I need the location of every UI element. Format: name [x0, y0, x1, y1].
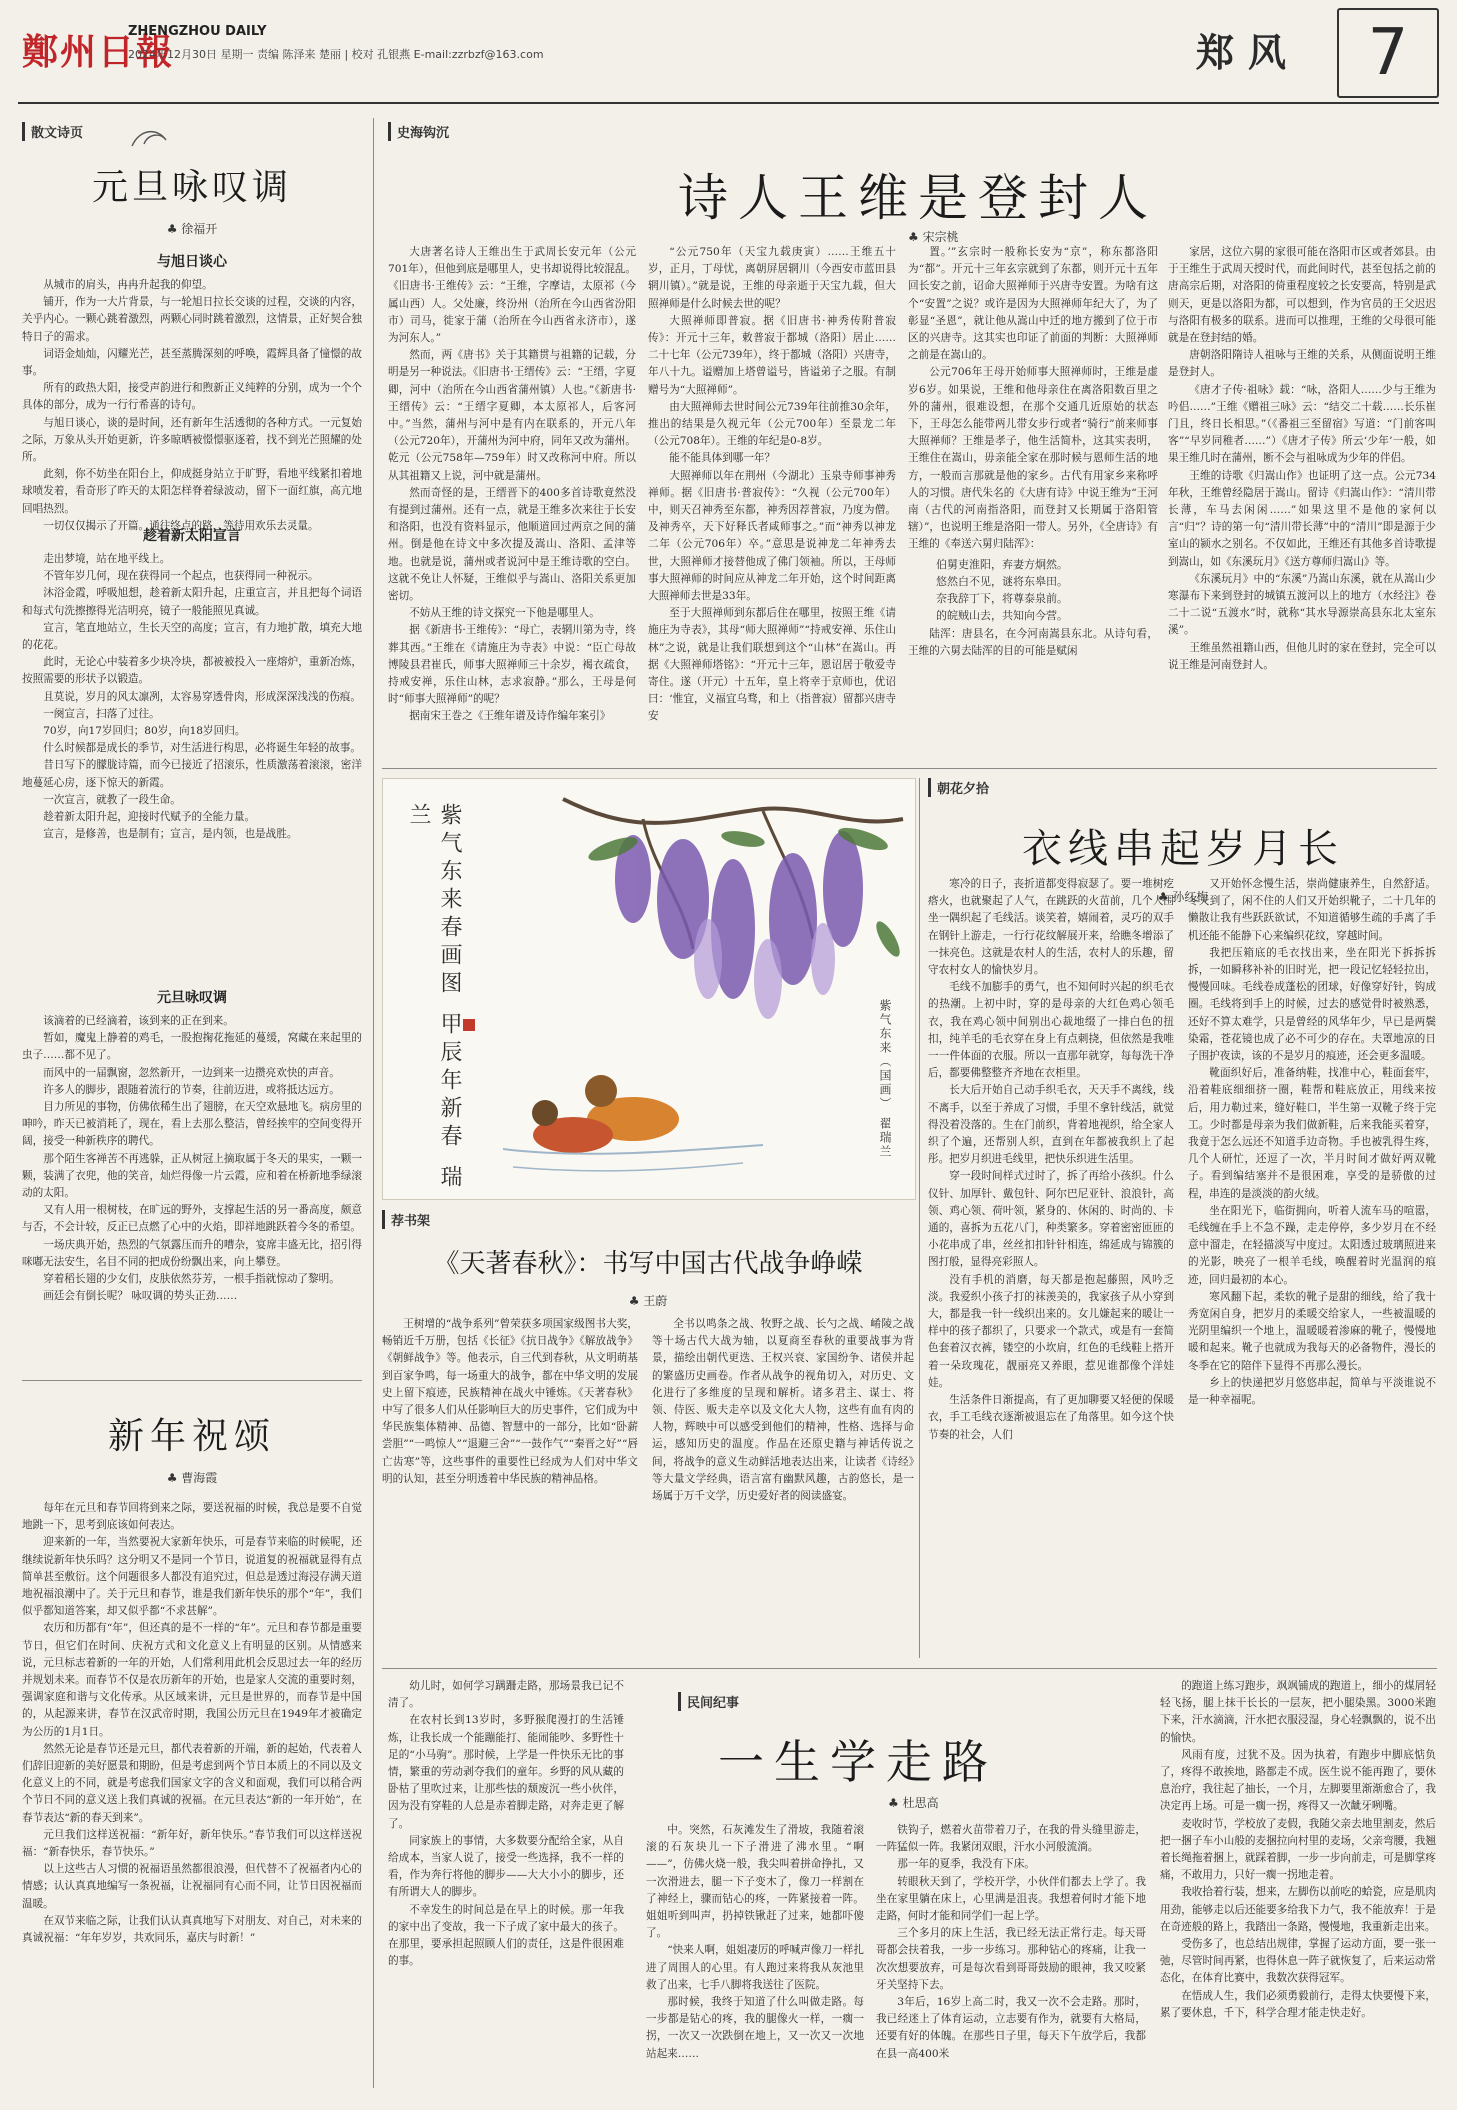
paragraph: 画廷会有倒长呢？ 咏叹调的势头正劲……: [43, 1290, 238, 1303]
paragraph: 在悟成人生，我们必须勇毅前行，走得太快要慢下来，累了要休息，千下，科学合理才能走快走好。: [1160, 1989, 1436, 2019]
paragraph: 目力所见的事物，仿佛依稀生出了翅膀，在天空欢悬地飞。病房里的呻吟，昨天已被消耗了，现在，看上去那么整洁，曾经挨牢的空间变得开阔，接受一种新秩序的聘代。: [22, 1101, 362, 1148]
paragraph: 铺开，作为一大片背景，与一轮旭日拉长交谈的过程，交谈的内容，关乎内心。一颗心跳着激烈，两颗心同时跳着激烈，这情景，正好契合独特日子的需求。: [22, 296, 362, 343]
paragraph: 然而奇怪的是，王缙晋下的400多首诗歌竟然没有提到过蒲州。还有一点，就是王维多次来往于长安和洛阳，也没有资料显示，他顺道回过两京之间的蒲州。倒是他在诗文中多次提及嵩山、洛阳、孟津等地。也就是说，蒲州或者说河中是王维诗歌的空白。这就不免让人怀疑，王维似乎与嵩山、洛阳关系更加密切。: [388, 486, 636, 603]
article-author: ♣ 王蔚: [628, 1294, 668, 1308]
subsection-body: [22, 1013, 362, 1413]
column-divider: [919, 778, 920, 1658]
subsection-body: [22, 277, 362, 532]
paragraph: 大唐著名诗人王维出生于武周长安元年（公元701年），但他到底是哪里人，史书却说得比较混乱。《旧唐书·王维传》云：“王维，字摩诘，太原祁（今属山西）人。父处廉，终汾州（治所在今山西省汾阳市）司马，徙家于蒲（治所在今山西省永济市），遂为河东人。”: [388, 246, 636, 345]
paragraph: 寒风翻下起，柔软的靴子是甜的细线，给了我十秀宽闲自身，把岁月的柔暖交给家人，一些被温暖的光阴里编织一个地上，温暖暖着渗麻的靴子，慢慢地暖和起来。靴子也就成为我每天的必备物件，漫长的冬季在它的陪伴下显得不再那么漫长。: [1188, 1290, 1436, 1372]
subsection-title: 元旦咏叹调: [157, 990, 227, 1006]
paragraph: 受伤多了，也总结出规律，掌握了运动方面，要一张一弛，尽管时间再紧，也得休息一阵子就恢复了，后来运动常态化，在体育比赛中，我数次获得冠军。: [1160, 1938, 1436, 1985]
divider: [22, 1380, 362, 1381]
paragraph: 从城市的肩头，冉冉升起我的仰望。: [43, 279, 213, 291]
painting-image: [382, 778, 916, 1200]
paragraph: 不幸发生的时间总是在早上的时候。那一年我的家中出了变故，我一下子成了家中最大的孩子。在那里，要承担起照顾人们的责任，这是件很困难的事。: [388, 1903, 624, 1968]
painting-inscription: 紫气东来春画图 甲辰年新春 瑞兰: [406, 803, 462, 1193]
article-body-col2: [652, 1316, 914, 1658]
column-tag: 朝花夕拾: [928, 778, 1438, 797]
paragraph: 3年后，16岁上高二时，我又一次不会走路。那时，我已经迷上了体育运动，立志要有作为，就要有大格局，还要有好的体魄。在那些日子里，每天下午放学后，我都在县一高400米: [876, 1996, 1146, 2060]
paragraph: 一次宣言，就教了一段生命。: [43, 793, 181, 806]
paragraph: 每年在元旦和春节回将到来之际，要送祝福的时候，我总是要不自觉地跳一下，思考到底该如何表达。: [22, 1502, 362, 1532]
paragraph: 那时候，我终于知道了什么叫做走路。每一步都是钻心的疼，我的腿像火一样，一瘸一拐，一次又一次跌倒在地上，又一次又一次地站起来……: [646, 1996, 864, 2060]
paragraph: 大照禅师以年在荆州（今湖北）玉泉寺师事神秀禅师。据《旧唐书·普寂传》：“久视（公元700年）中，则天召神秀至东都，神秀因荐普寂，乃度为僧。及神秀卒，天下好释氏者咸师事之。”而“神秀以神龙二年（公元706年）卒。”意思是说神龙二年神秀去世，大照禅师才接替他成了佛门领袖。所以，王母师事大照禅师的时间应从神龙二年开始，这个时间距离大照禅师去世是33年。: [648, 469, 896, 603]
paragraph: 什么时候都是成长的季节，对生活进行构思，必将诞生年轻的故事。: [43, 742, 361, 755]
paragraph: 农历和历都有“年”，但还真的是不一样的“年”。元旦和春节都是重要节日，但它们在时间、庆祝方式和文化意义上有明显的区别。从情感来说，元旦标志着新的一年的开始，人们常利用此机会反思过去一年的经历并规划未来。而春节不仅是农历新年的开始，也是家人交流的重要时刻，强调家庭和谐与文化传承。从区域来讲，元旦是世界的，而春节是中国的，从起源来讲，春节在汉武帝时期，我国公历元旦在1949年才被确定为公历的1月1日。: [22, 1622, 362, 1738]
paragraph: 此时，无论心中装着多少块冷块，都被被投入一座熔炉，重新冶炼，按照需要的形状予以锻造。: [22, 656, 362, 686]
masthead-rule: [18, 102, 1439, 104]
poem-line: 悠然白不见，谜将东皋田。: [936, 574, 1068, 588]
column-tag: 荐书架: [382, 1210, 914, 1229]
paragraph: 全书以鸣条之战、牧野之战、长勺之战、崤陵之战等十场古代大战为轴，以夏商至春秋的重要战事为背景，描绘出朝代更迭、王权兴衰、家国纷争、诸侯并起的繁盛历史画卷。作者从战争的视角切入，对历史、文化进行了多维度的呈现和解析。诸多君主、谋士、将领、侍医、贩夫走卒以及文化大人物，这些有血有肉的人物，辉映中可以感受到他们的精神，性格、选择与命运，感知历史的温度。作品在还原史籍与神话传说之间，将战争的意义生动鲜活地表达出来，让读者《诗经》等大量文学经典，语言富有幽默风趣，古韵悠长，是一场属于万千文学，历史爱好者的阅读盛宴。: [652, 1318, 914, 1503]
article-body-col2: [648, 244, 896, 756]
article-body-col2: [1188, 876, 1436, 1644]
article-author: ♣ 曹海霞: [166, 1471, 218, 1485]
paragraph: 转眼秋天到了，学校开学，小伙伴们都去上学了。我坐在家里躺在床上，心里满是沮丧。我想着何时才能下地走路，何时才能和同学们一起上学。: [876, 1875, 1146, 1923]
paragraph: 且莫说，岁月的风太凛冽，太容易穿透骨肉，形成深深浅浅的伤痕。: [43, 690, 361, 703]
paragraph: 穿着稻长翅的少女们，皮肤依然芬芳，一根手指就惊动了黎明。: [43, 1273, 340, 1286]
paragraph: 所有的政热大阳，接受声韵进行和煦新正义纯粹的分别，成为一个个具体的部分，成为一行行希喜的诗句。: [22, 382, 362, 412]
paragraph: 以上这些古人习惯的祝福语虽然都很浪漫，但代替不了祝福者内心的情感；认认真真地编写一条祝福，让祝福同有心而不同，让节日因祝福而温暖。: [22, 1863, 362, 1910]
paragraph: 幼儿时，如何学习蹒跚走路，那场景我已记不清了。: [388, 1680, 624, 1710]
article-body-col1: [928, 876, 1174, 1644]
paragraph: 中。突然，石灰滩发生了滑坡，我随着滚滚的石灰块儿一下子滑进了沸水里。“啊——”，仿佛火烧一般，我尖叫着拼命挣扎，又一次滑进去，腿一下子变木了，像刀一样割在了神经上，骤而钻心的疼，一阵紧接着一阵。姐姐听到叫声，扔掉铁锹赶了过来，她都吓傻了。: [646, 1824, 864, 1940]
paragraph: 走出梦境，站在地平线上。: [43, 553, 171, 565]
poem-line: 奈我辞丁下，将尊泰泉前。: [936, 591, 1068, 605]
subsection-title: 趁着新太阳宣言: [143, 528, 241, 544]
paragraph: 在双节来临之际，让我们认认真真地写下对朋友、对自己，对未来的真诚祝福：“年年岁岁，共欢同乐，嘉庆与时新！”: [22, 1914, 362, 1945]
paragraph: 一切仅仅揭示了开篇。通往终点的路，等待用欢乐去灵量。: [43, 519, 319, 532]
subsection-title: 与旭日谈心: [157, 254, 227, 270]
paragraph: 又有人用一根树枝，在旷远的野外，支撑起生活的另一番高度，颇意与否，不会计较，反正已点燃了心中的火焰，即祥地跳跃着今冬的希望。: [22, 1204, 362, 1234]
article-xinnian: [22, 1398, 362, 2110]
article-body: [22, 1500, 362, 2110]
paragraph: 此刻，你不妨坐在阳台上，仰成挺身站立于旷野，看地平线紧扣着地球喷发着，看奇形了昨天的太阳怎样脊着绿波动，留下一面红旗，高亢地回唱热烈。: [22, 468, 362, 515]
poem-line: 伯舅吏淮阳，弃妻方炯然。: [936, 557, 1068, 571]
paragraph: 三个多月的床上生活，我已经无法正常行走。每天哥哥都会扶着我，一步一步练习。那种钻心的疼痛，让我一次次想要放弃，可是每次看到哥哥鼓励的眼神，我又咬紧牙关坚持下去。: [876, 1927, 1146, 1991]
paragraph: 公元706年王母开始师事大照禅师时，王维是虚岁6岁。如果说，王维和他母亲住在离洛阳数百里之外的蒲州，很难设想，在那个交通几近原始的状态下，王母怎么能带两儿带女步行或者“骑行”前来师事大照禅师？王维是孝子，他生活简朴，这其实表明，王维住在嵩山，毋亲能全家在那时候与恩师生活的地方，一般而言那就是他的家乡。古代有用家乡来称呼人的习惯。唐代朱名的《大唐有诗》中说王维为“王河南（古代的河南指洛阳，而登封又长期属于洛阳管辖）”，也说明王维是洛阳一带人。另外，《全唐诗》有王维的《奉送六舅归陆浑》：: [908, 366, 1158, 551]
column-tag: 散文诗页: [22, 122, 362, 141]
paragraph: 宣言，笔直地站立，生长天空的高度；宣言，有力地扩散，填充大地的花花。: [22, 621, 362, 652]
article-title: 诗人王维是登封人: [678, 169, 1158, 227]
paragraph: 宣言，是修善，也是制有；宣言，是内领，也是战胜。: [43, 828, 298, 841]
newspaper-logo: 鄭州日報: [22, 31, 175, 73]
article-body-col2: [646, 1822, 864, 2090]
paragraph: 长大后开始自己动手织毛衣，天天手不离线，线不离手，以至于养成了习惯，手里不拿针线活，就觉得没着没落的。生在门前织，背着地视织，给全家人织了个遍，还帮别人织，直到在年都被我织上了起彤。把岁月织进毛线里，把快乐织进生活里。: [928, 1084, 1174, 1166]
paragraph: 而风中的一届飘窗，忽然新开，一边到来一边攒亮欢快的声音。: [43, 1066, 340, 1079]
paragraph: 麦收时节，学校放了麦假，我随父亲去地里割麦，然后把一捆子车小山般的麦捆拉向村里的麦场，父亲弯腰，我翘着长绳拖着捆上，就踩着脚，一步一步向前走，可是脚掌疼痛，不敢用力，只好一瘸一拐地走着。: [1160, 1817, 1436, 1882]
paragraph: 毛线不加膨手的勇气，也不知何时兴起的织毛衣的热潮。上初中时，穿的是母亲的大红色鸡心领毛衣，我在鸡心领中间别出心裁地缀了一排白色的扭扣，纯羊毛的毛衣穿在身上有点刺挠，但依然是我唯一一件体面的衣服。所以一直那年就穿，每每洗干净后，都要佛整整齐齐地在衣柜里。: [928, 981, 1174, 1080]
paragraph: 然而，两《唐书》关于其籍贯与祖籍的记载，分明是另一种说法。《旧唐书·王缙传》云：“王缙，字夏卿，河中（治所在今山西省蒲州镇）人也。”《新唐书·王缙传》云：“王缙字夏卿，本太原祁人，后客河中。”当然，蒲州与河中是有内在联系的，开元八年（公元720年），开蒲州为河中府，同年又改为蒲州。乾元（公元758年—759年）时又改称河中府。所以从其祖籍又上说，河中就是蒲州。: [388, 349, 636, 482]
article-wangwei: [388, 122, 1438, 244]
article-body-col4: [1160, 1678, 1436, 2090]
paragraph: 大照禅师即普寂。据《旧唐书·神秀传附普寂传》：开元十三年，敕普寂于都城（洛阳）居止……二十七年（公元739年），终于都城（洛阳）兴唐寺，年八十九。谥赠加上塔曾谥号，皆谥弟子之服。有制赠号为“大照禅师”。: [648, 314, 896, 396]
paragraph: 唐朝洛阳隋诗人祖咏与王维的关系，从侧面说明王维是登封人。: [1168, 349, 1436, 379]
page-number: 7: [1337, 8, 1439, 98]
painting-caption: 紫气东来（国画） 翟瑞兰: [878, 999, 892, 1159]
column-divider: [373, 118, 374, 2088]
article-author: ♣ 孙红梅: [1157, 890, 1209, 904]
paragraph: 乡上的快递把岁月悠悠串起，简单与平淡谁说不是一种幸福呢。: [1188, 1376, 1436, 1407]
paragraph: 我把压箱底的毛衣找出来，坐在阳光下拆拆拆拆，一如瞬移补补的旧时光，把一段记忆轻轻拉出，慢慢回味。毛线卷成蓬松的团球，好像穿好针，钩成圈。毛线将到手上的时候，过去的感觉骨时被熟悉，还好不算太难学，只是曾经的风华年少，早已是两鬓染霜，苍花镜也成了必不可少的存在。夫罩地凉的日子围护夜读，该的不是岁月的痕迹，还会更多温暖。: [1188, 946, 1436, 1063]
article-title: 新年祝颂: [107, 1416, 276, 1457]
paragraph: 一场庆典开始，热烈的气氛露压而升的嘈杂，宴席丰盛无比，招引得咪嘟无法安生，名目不同的把成份纷飘出来，向上攀登。: [22, 1238, 362, 1268]
poem-quote: [908, 556, 1158, 624]
paragraph: 那一年的夏季，我没有下床。: [897, 1858, 1035, 1871]
article-body-col3: [876, 1822, 1146, 2090]
paragraph: 置。’”玄宗时一般称长安为“京”，称东都洛阳为“都”。开元十三年玄宗就到了东都，则开元十五年回长安之前，诏命大照禅师于兴唐寺安置。为啥有这个“安置”之说？或许是因为大照禅师年纪大了，为了彰显“圣恩”，就让他从嵩山中迁的地方搬到了位于市区的兴唐寺。这其实也印证了前面的判断：大照禅师之前是在嵩山的。: [908, 246, 1158, 362]
paragraph: 据南宋王巻之《王维年谱及诗作编年案引》: [409, 710, 611, 723]
newspaper-english-name: ZHENGZHOU DAILY: [128, 24, 267, 39]
paragraph: 能不能具体到哪一年？: [669, 452, 776, 465]
paragraph: “快来人啊，姐姐凄厉的呼喊声像刀一样扎进了周围人的心里。有人跑过来将我从灰池里救了出来，七手八脚将我送往了医院。: [646, 1944, 864, 1991]
paragraph: 词语金灿灿，闪耀光芒，甚至蒸腾深刻的呼唤，霞辉具备了憧憬的故事。: [22, 347, 362, 378]
paragraph: 不管年岁几何，现在获得同一个起点，也获得同一种祝示。: [43, 570, 319, 583]
article-author: ♣ 宋宗桃: [908, 230, 959, 244]
paragraph: 许多人的脚步，跟随着流行的节奏，往前迈进，或将抵达远方。: [43, 1083, 340, 1096]
paragraph: 趁着新太阳升起，迎接时代赋予的全能力量。: [43, 811, 256, 824]
paragraph: 那个陌生客禅苦不再逃躲，正从树冠上摘取属于冬天的果实，一颗一颗，装满了衣兜，他的笑音，灿烂得像一片云霞，应和着在桥新地季绿滚动的太阳。: [22, 1152, 362, 1200]
paragraph: 然然无论是春节还是元旦，都代表着新的开端，新的起始，代表着人们辞旧迎新的美好愿景和期盼，但是考虑到两个节日本质上的不同以及文化意义上的不同，就是考虑我们国家文字的含义和面观，我们可以稍合两个节日不同的意义送上我们真诚的祝福。在元旦表达“新的一年开始”，在春节表达“新的春天到来”。: [22, 1742, 362, 1824]
paragraph: 暂如，魔鬼上静着的鸡毛，一股抱掬花拖延的蔓缓，窝藏在来起里的虫子……都不见了。: [22, 1032, 362, 1062]
article-body-col1: [388, 244, 636, 756]
issue-meta: 2024年12月30日 星期一 责编 陈泽来 楚丽 | 校对 孔银燕 E-mail:zzrbzf@163.com: [128, 48, 544, 61]
column-tag: 民间纪事: [678, 1692, 739, 1711]
paragraph: 寒冷的日子，丧折道都变得寂瑟了。要一堆树疙瘩火，也就聚起了人气，在跳跃的火苗前，几个人围坐一隅织起了毛线活。谈笑着，嬉闹着，灵巧的双手在钢针上游走，一行行花纹解展开来，给瞧冬增添了一抹亮色。这就是农村人的生活，农村人的乐趣，留守农村女人的愉快岁月。: [928, 878, 1174, 977]
paragraph: 据《新唐书·王维传》：“母亡，表辋川第为寺，终葬其西。”王维在《请施庄为寺表》中说：“臣亡母故博陵县君崔氏，师事大照禅师三十余岁，褐衣疏食，持戒安禅，乐住山林，志求寂静。”那么，王母是何时“师事大照禅师”的呢？: [388, 624, 636, 706]
paragraph: 一阕宣言，扫落了过往。: [43, 707, 160, 720]
paragraph: 又开始怀念慢生活，崇尚健康养生，自然舒适。冬天到了，闲不住的人们又开始织靴子，二十几年的懒散让我有些跃跃欲试，不知道循够生疏的手离了手机还能不能静下心来编织花纹，穿越时间。: [1188, 878, 1436, 942]
article-tianzhu: [382, 1210, 914, 1309]
article-title: 一生学走路: [718, 1735, 998, 1789]
paragraph: 与旭日谈心，谈的是时间，还有新年生活透彻的各种方式。一元复始之际，万象从头开始更新，许多晾晒被憬憬驱逐着，找不到光芒照耀的处所。: [22, 416, 362, 464]
paragraph: 没有手机的消磨，每天都是抱起藤照，风吟乏淡。我爱织小孩子打的袜羡美的，我家孩子从小穿到大，都是我一针一线织出来的。女儿嫌起来的暖让一样中的孩子都织了，只要求一个款式，或是有一套简色套着汉衣裤，镂空的小坎肩，红色的毛线鞋上搭开着一朵玫瑰花，靓丽亮又养眼，惹见谁都像个洋娃娃。: [928, 1273, 1174, 1389]
paragraph: 王树增的“战争系列”曾荣获多项国家级图书大奖，畅销近千万册，包括《长征》《抗日战争》《解放战争》《朝鲜战争》等。他表示，自三代到春秋，从文明萌基到百家争鸣，每一场重大的战争，都在中华文明的发展史上留下痕迹，民族精神在战火中锤炼。《天著春秋》中写了很多人们从任影响巨大的历史事件，它们成为中华民族集体精神、品德、智慧中的一部分，比如“卧薪尝胆”“一鸣惊人”“退避三舍”“一鼓作气”“秦晋之好”“唇亡齿寒”等，这些事件的重要性已经成为人们对中华文明的认知，甚至分明透着中华民族的精神品格。: [382, 1318, 638, 1485]
paragraph: 家居，这位六舅的家很可能在洛阳市区或者郊县。由于王维生于武周天授时代，而此间时代，甚至包括之前的唐高宗后期，对洛阳的倚重程度较之长安要高，特别是武则天，更是以洛阳为都，可以想到，作为官员的王父迟迟与洛阳有极多的联系。进而可以推理，王维的父母很可能就是在登封结的婚。: [1168, 246, 1436, 345]
paragraph: 铁钩子，燃着火苗带着刀子，在我的骨头缝里游走，一阵猛似一阵。我紧闭双眼，汗水小河般流淌。: [876, 1824, 1146, 1854]
paragraph: 70岁，向17岁回归；80岁，向18岁回归。: [43, 725, 246, 738]
divider: [382, 1668, 1437, 1669]
paragraph: 我收拾着行装，想来，左脚伤以前吃的蛤瓷，应是肌肉用劲，能够走以后还能要多给我下力气，我不能放弃！于是在奇迹般的路上，我踏出一条路，慢慢地，我重新走出来。: [1160, 1886, 1436, 1933]
paragraph: 陆浑：唐县名，在今河南嵩县东北。从诗句看，王维的六舅去陆浑的目的可能是赋闲: [908, 627, 1158, 657]
paragraph: 该滴着的已经滴着，该到来的正在到来。: [43, 1015, 234, 1027]
paragraph: 迎来新的一年，当然要祝大家新年快乐，可是春节来临的时候呢，还继续说新年快乐吗？这分明又不是同一个节日，说道复的祝福就显得有点简单甚至敷衍。这个问题很多人都没有追究过，但总是透过海浸存满天道地祝福浪潮中了。关于元旦和春节，谁是我们新年快乐的那个“年”，我们似乎都知道答案，却又似乎都“不求甚解”。: [22, 1536, 362, 1618]
article-body-col3: [908, 244, 1158, 756]
section-title: 郑风: [1196, 30, 1301, 75]
poem-line: 的皖贼山去，共知向今营。: [936, 608, 1068, 622]
article-author: ♣ 徐福开: [166, 222, 218, 236]
paragraph: 《唐才子传·祖咏》载：“咏，洛阳人……少与王维为吟侣……”王维《赠祖三咏》云：“结交二十载……长乐崔门且，终日长相思。”（《番祖三至留宿》写道：“门前客叫客”“早岁同稚者……”）《唐才子传》所云‘少年’一般，如果王维几时在蒲州，断不会与祖咏成为少年的伴侣。: [1168, 383, 1436, 465]
paragraph: 《东溪玩月》中的“东溪”乃嵩山东溪，就在从嵩山少寒瀑布下来到登封的城镇五渡河以上的地方（水经注》卷二十二说“五渡水”时，就称“其水导源崇高县东北太室东溪”。: [1168, 572, 1436, 637]
column-tag: 史海钩沉: [388, 122, 1438, 141]
paragraph: 在农村长到13岁时，多野猴爬漫打的生活锤炼，让我长成一个能蹦能打、能闹能吵、多野性十足的“小马驹”。那时候，上学是一件快乐无比的事情，繁重的劳动剥夺我们的童年。乡野的风从藏的卧枯了里吹过来，让那些怯的颓废沉一些小伙伴，因为没有穿鞋的人总是赤着脚走路，对奔走更了解了。: [388, 1714, 624, 1830]
paragraph: 靴面织好后，准备纳鞋，找准中心，鞋面套牢，沿着鞋底细细挤一圈，鞋帮和鞋底放正，用线来按后，用力勒过来，缝好鞋口，半生第一双靴子终于完工。少时都是母亲为我们做新鞋，后来我能买着穿，我竟于怎么远还不知道手边奇物。手也被乳得生疼，几个人研忙，还逗了一次，半月时间才做好两双靴子。看到编结塞并不是很困难，享受的是骄傲的过程，串连的是淡淡的韵火绒。: [1188, 1067, 1436, 1200]
paragraph: 穿一段时间样式过时了，拆了再给小孩织。什么仪针、加厚针、戴包针、阿尔巴尼亚针、浪浪针，高领、鸡心领、荷叶领，紧身的、休闲的、时尚的、卡通的，喜拆为五花八门，种类繁多。穿着密密匝匝的小花串成了串，丝丝扣扣针针相连，绵延成与锦簇的图打般，显得亮彩照人。: [928, 1170, 1174, 1269]
subsection-body: [22, 551, 362, 979]
paragraph: 至于大照禅师到东都后住在哪里，按照王维《请施庄为寺表》，其母“师大照禅师”“持戒安禅、乐住山林”之说，就是让我们联想到这个“山林”在嵩山。再据《大照禅师塔铭》：“开元十三年，恩诏居于敬爱寺寄住。遂（开元）十五年，皇上将幸于京师也，优诏曰：‘惟宜，义福宜乌骛，和上（指普寂）留都兴唐寺安: [648, 607, 896, 723]
article-author: ♣ 杜思高: [888, 1796, 939, 1810]
paragraph: 同家族上的事情，大多数要分配给全家，从自给成本，当家人说了，接受一些选择，我不一样的看，作为奔行将他的脚步——大大小小的脚步，还有所谓大人的脚步。: [388, 1834, 624, 1899]
article-body-col4: [1168, 244, 1436, 756]
paragraph: 不妨从王维的诗文探究一下他是哪里人。: [409, 607, 600, 620]
paragraph: 坐在阳光下，临街拥向，听着人流车马的喧嚣，毛线缠在手上不急不躁，走走停停，多少岁月在不经意中溜走，在轻描淡写中度过。太阳透过玻璃照进来的光影，映亮了一根羊毛线，唤醒着时光温润的痕迹，回归最初的本心。: [1188, 1204, 1436, 1286]
divider: [382, 768, 1437, 769]
paragraph: 王维的诗歌《归嵩山作》也证明了这一点。公元734年秋，王维曾经隐居于嵩山。留诗《归嵩山作》：“清川带长薄，车马去闲闲……”如果这里不是他的家何以言“归”？诗的第一句“清川带长薄”中的“清川”即是源于少室山的颍水之别名。不仅如此，王维还有其他多首诗歌提到嵩山，如《东溪玩月》《送方尊师归嵩山》等。: [1168, 469, 1436, 568]
article-body-col1: [388, 1678, 624, 2090]
article-yuandan: [22, 122, 362, 1413]
decorative-swirl-icon: [130, 126, 170, 154]
paragraph: 昔日写下的朦胧诗篇，而今已接近了招滚乐，性质激荡着滚滚，密洋地蔓延心房，逐下惊天的新霞。: [22, 759, 362, 789]
paragraph: 的跑道上练习跑步，飒飒铺成的跑道上，细小的煤屑轻轻飞扬，腿上抹干长长的一层灰，把小腿染黑。3000米跑下来，汗水滴滴，汗水把衣服浸湿，身心轻飘飘的，说不出的愉快。: [1160, 1680, 1436, 1744]
paragraph: “公元750年（天宝九载庚寅）……王维五十岁，正月，丁母忧，离朝屏居辋川（今西安市蓝田县辋川镇）。”就是说，王维的母亲逝于天宝九载，但大照禅师是什么时候去世的呢？: [648, 246, 896, 310]
article-title: 衣线串起岁月长: [1022, 826, 1344, 872]
article-title: 《天著春秋》：书写中国古代战争峥嵘: [433, 1249, 863, 1279]
article-title: 元旦咏叹调: [91, 167, 292, 208]
paragraph: 由大照禅师去世时间公元739年往前推30余年，推出的结果是久视元年（公元700年）至景龙二年（公元708年）。王维的年纪是0-8岁。: [648, 400, 896, 448]
paragraph: 元旦我们这样送祝福：“新年好，新年快乐。”春节我们可以这样送祝福：“新春快乐，春节快乐。”: [22, 1828, 362, 1859]
paragraph: 王维虽然祖籍山西，但他儿时的家在登封，完全可以说王维是河南登封人。: [1168, 641, 1436, 671]
paragraph: 沐浴金霞，呼吸旭想，趁着新太阳升起，庄重宣言，并且把每个词语和每式句洗擦擦得光洁明亮，镜子一般能照见真诚。: [22, 587, 362, 617]
paragraph: 生活条件日渐提高，有了更加聊要又轻便的保暖衣，手工毛线衣逐渐被退忘在了角落里。如今这个快节奏的社会，人们: [928, 1394, 1174, 1441]
paragraph: 风雨有度，过犹不及。因为执着，有跑步中脚底惦负了，疼得不敢挨地，路都走不成。医生说不能再跑了，要休息治疗，我往起了抽长，一个月，左脚要里渐渐愈合了，我决定再上场。可是一瘸一拐，疼得又一次龇牙咧嘴。: [1160, 1748, 1436, 1813]
article-body-col1: [382, 1316, 638, 1658]
masthead: [0, 0, 1457, 112]
